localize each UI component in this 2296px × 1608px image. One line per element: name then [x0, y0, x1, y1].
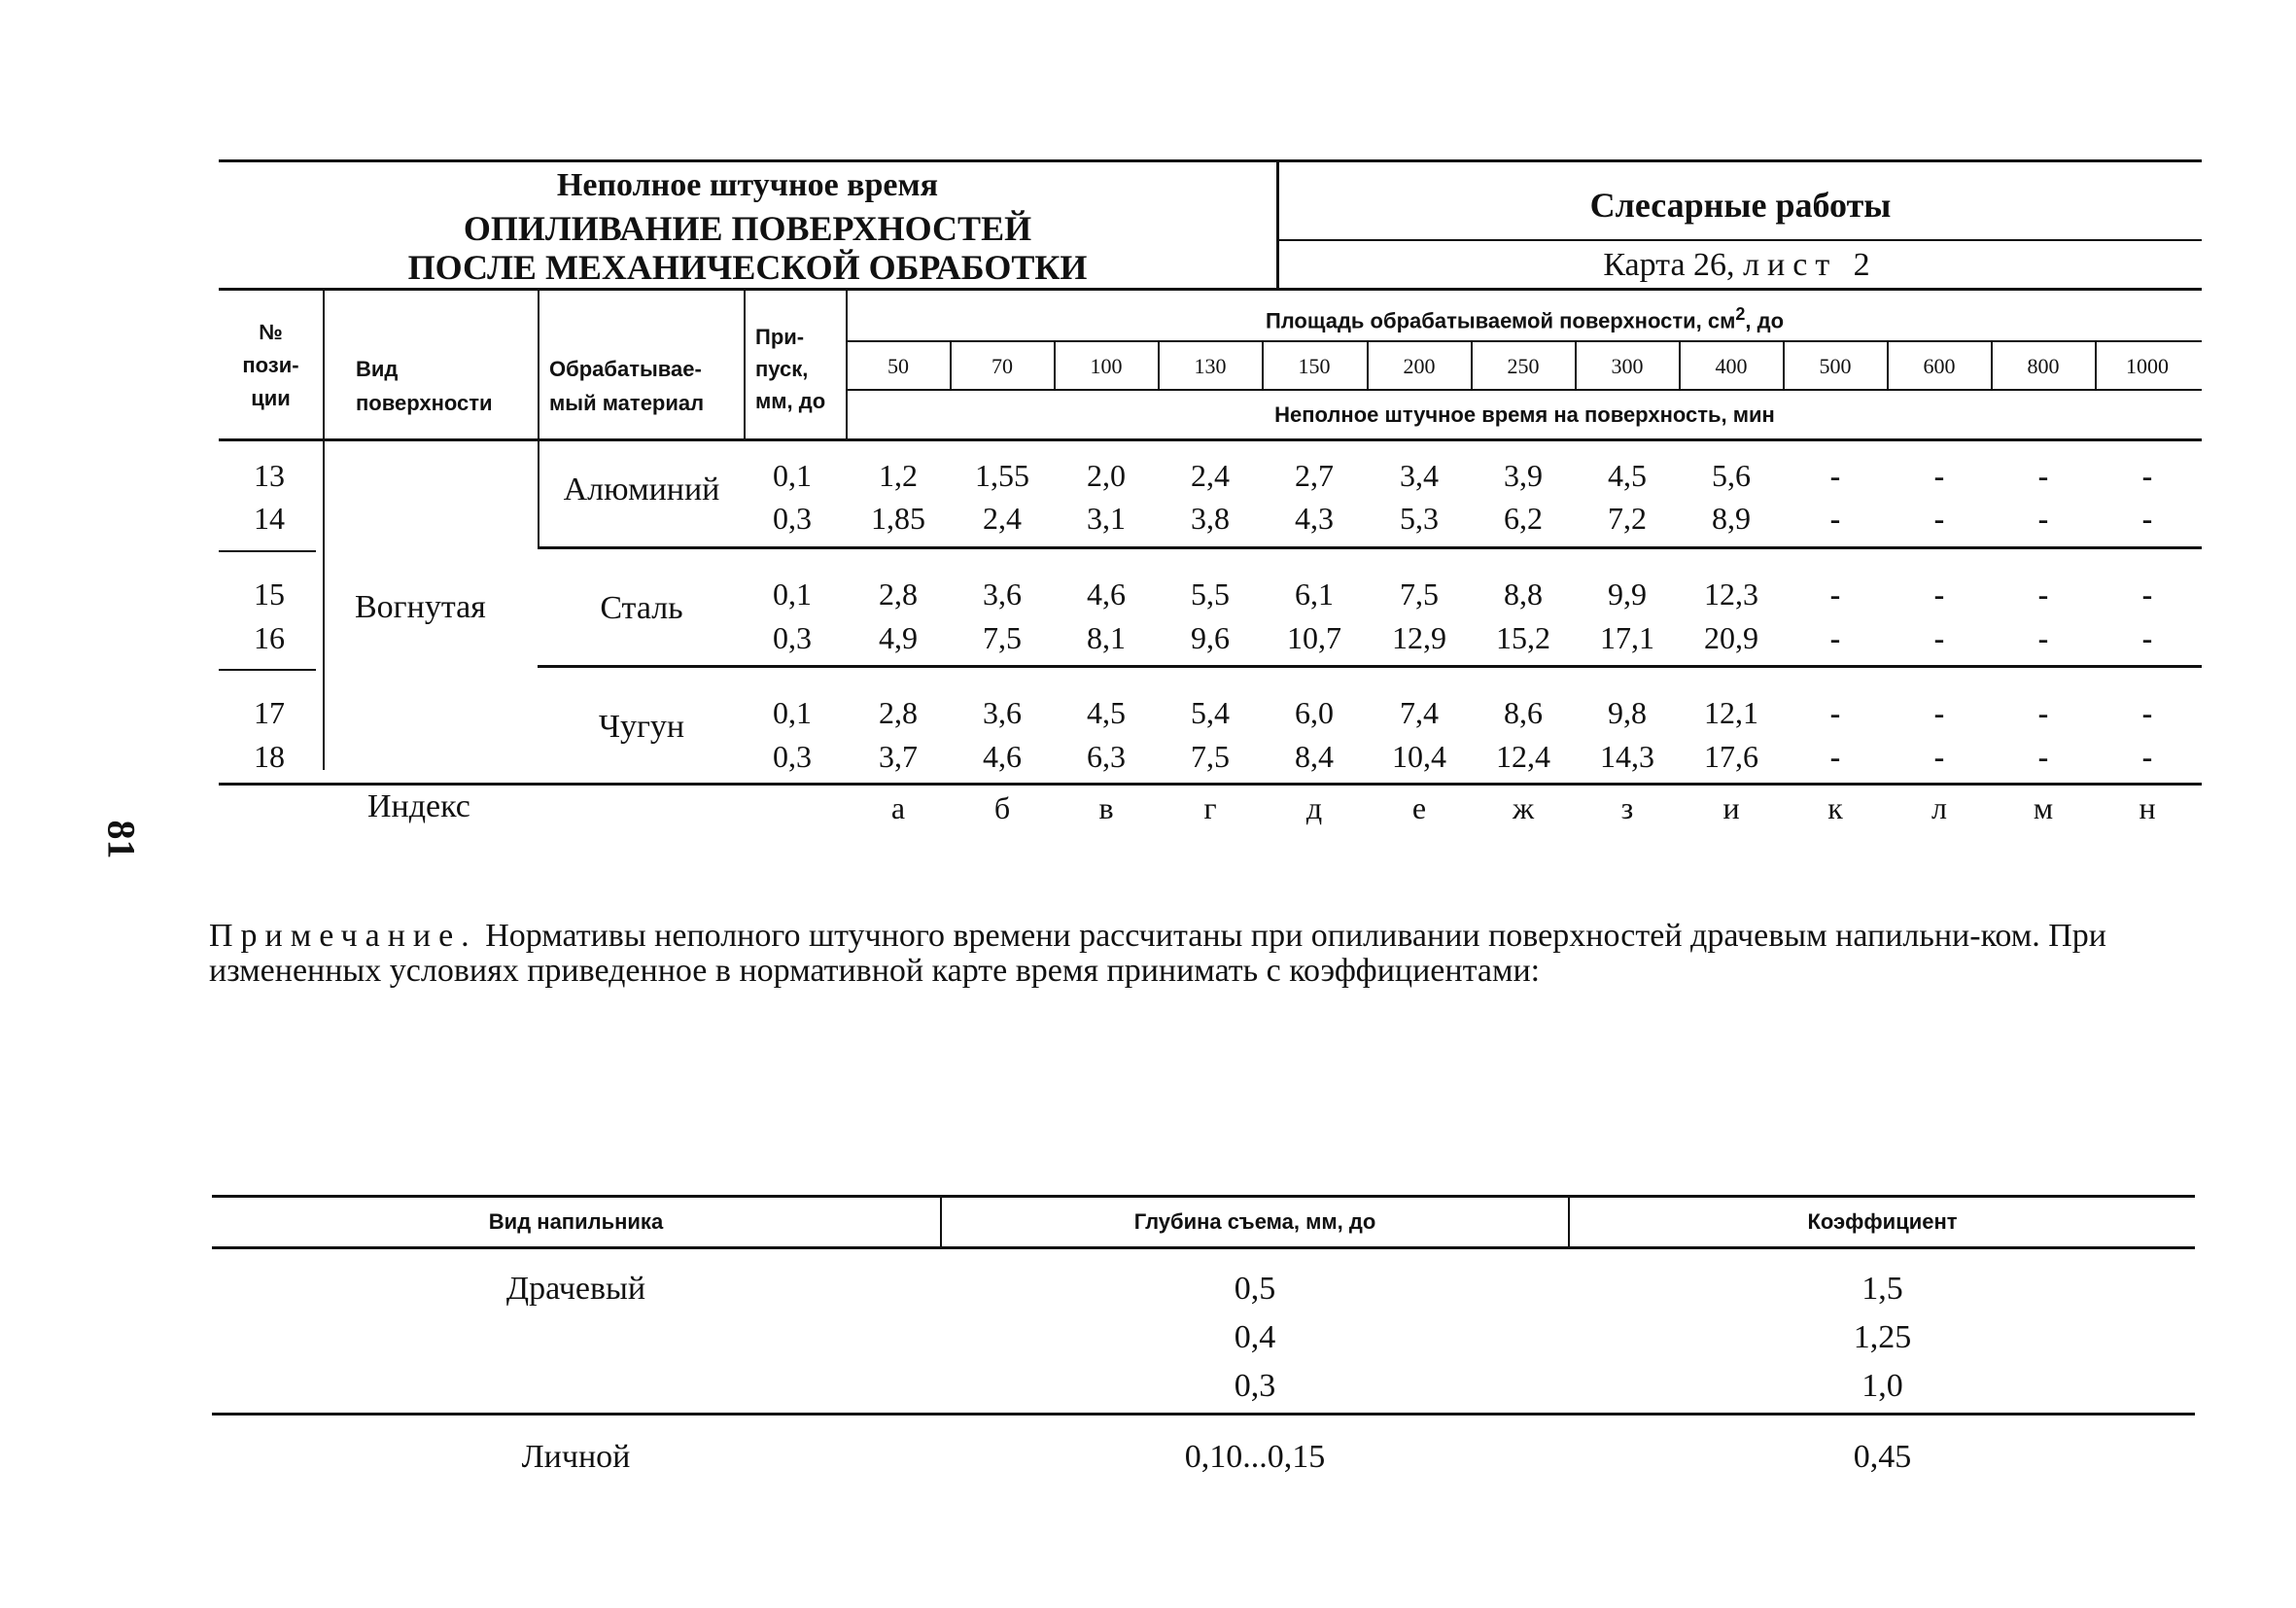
- allowance-cell: 0,1: [773, 458, 812, 493]
- time-value-cell: 15,2: [1496, 620, 1550, 655]
- allowance-cell: 0,1: [773, 577, 812, 612]
- time-value-cell: -: [2037, 620, 2049, 655]
- time-value-cell: 7,5: [1191, 739, 1230, 774]
- time-header: Неполное штучное время на поверхность, мин: [1274, 402, 1775, 427]
- body-vline: [323, 441, 325, 770]
- time-value-cell: 5,3: [1400, 501, 1439, 536]
- time-value-cell: 6,2: [1504, 501, 1543, 536]
- area-value: 200: [1403, 354, 1436, 378]
- index-cell: л: [1931, 790, 1947, 825]
- table-header-bottom-rule: [219, 438, 2202, 441]
- coef-header-depth: Глубина съема, мм, до: [1133, 1209, 1376, 1234]
- area-value: 150: [1298, 354, 1331, 378]
- time-value-cell: 12,4: [1496, 739, 1550, 774]
- area-separator: [1679, 341, 1681, 390]
- coef-value-cell: 0,45: [1853, 1439, 1912, 1475]
- header-title-line1: Неполное штучное время: [556, 167, 939, 203]
- area-separator: [1471, 341, 1473, 390]
- area-value: 600: [1923, 354, 1956, 378]
- time-value-cell: 12,3: [1704, 577, 1758, 612]
- time-value-cell: 17,6: [1704, 739, 1758, 774]
- header-bottom-rule: [219, 288, 2202, 291]
- area-separator: [1367, 341, 1369, 390]
- coef-depth-cell: 0,3: [1234, 1368, 1276, 1404]
- index-cell: д: [1305, 790, 1323, 825]
- col-material-header: Обрабатывае- мый материал: [549, 357, 705, 416]
- time-value-cell: 2,0: [1087, 458, 1126, 493]
- area-separator: [1262, 341, 1264, 390]
- note-label: Примечание.: [209, 918, 477, 954]
- time-value-cell: -: [2037, 577, 2049, 612]
- time-value-cell: 1,85: [871, 501, 925, 536]
- index-cell: к: [1827, 790, 1843, 825]
- area-value: 50: [887, 354, 909, 378]
- group-rule: [538, 546, 2202, 549]
- time-value-cell: 20,9: [1704, 620, 1758, 655]
- header-section: Слесарные работы: [1589, 186, 1892, 225]
- time-value-cell: 3,7: [879, 739, 918, 774]
- area-separator: [950, 341, 952, 390]
- note: [209, 919, 2192, 988]
- time-value-cell: 4,9: [879, 620, 918, 655]
- time-value-cell: 3,9: [1504, 458, 1543, 493]
- col-pos-header: № пози- ции: [242, 320, 299, 411]
- index-cell: е: [1411, 790, 1427, 825]
- time-value-cell: 4,6: [1087, 577, 1126, 612]
- time-value-cell: -: [1829, 577, 1841, 612]
- time-value-cell: 9,8: [1608, 695, 1647, 730]
- time-value-cell: 5,4: [1191, 695, 1230, 730]
- material-cell: Чугун: [598, 709, 685, 745]
- time-value-cell: -: [2141, 620, 2153, 655]
- time-value-cell: 4,5: [1608, 458, 1647, 493]
- coef-depth-cell: 0,5: [1234, 1271, 1276, 1307]
- time-value-cell: -: [1933, 577, 1945, 612]
- time-value-cell: 5,6: [1712, 458, 1751, 493]
- time-value-cell: 3,6: [983, 695, 1022, 730]
- time-value-cell: -: [1829, 739, 1841, 774]
- allowance-cell: 0,3: [773, 739, 812, 774]
- time-value-cell: 2,4: [1191, 458, 1230, 493]
- time-value-cell: 8,8: [1504, 577, 1543, 612]
- col-surface-header: Вид поверхности: [356, 357, 493, 416]
- area-value: 100: [1090, 354, 1123, 378]
- index-cell: г: [1203, 790, 1217, 825]
- col-allowance-header: При- пуск, мм, до: [755, 325, 826, 413]
- index-label: Индекс: [367, 788, 470, 824]
- index-cell: ж: [1512, 790, 1535, 825]
- index-cell: в: [1098, 790, 1114, 825]
- coef-depth-cell: 0,10...0,15: [1184, 1439, 1326, 1475]
- index-cell: н: [2139, 790, 2156, 825]
- time-value-cell: 8,6: [1504, 695, 1543, 730]
- time-value-cell: -: [1933, 695, 1945, 730]
- time-value-cell: -: [2037, 739, 2049, 774]
- table-bottom-rule: [219, 783, 2202, 786]
- coef-group-rule: [212, 1413, 2195, 1416]
- time-value-cell: 8,4: [1295, 739, 1334, 774]
- body-vline: [538, 441, 539, 548]
- time-value-cell: 7,2: [1608, 501, 1647, 536]
- coef-depth-cell: 0,4: [1234, 1319, 1276, 1355]
- index-cell: з: [1620, 790, 1634, 825]
- index-cell: б: [993, 790, 1011, 825]
- time-value-cell: -: [1933, 739, 1945, 774]
- index-cell: а: [890, 790, 906, 825]
- time-value-cell: 1,55: [975, 458, 1029, 493]
- area-value: 70: [991, 354, 1013, 378]
- time-value-cell: -: [2141, 501, 2153, 536]
- time-value-cell: 9,9: [1608, 577, 1647, 612]
- time-value-cell: -: [2141, 458, 2153, 493]
- header-card-number: Карта 26,: [1603, 247, 1735, 283]
- area-unit-superscript: 2: [1735, 304, 1746, 324]
- time-value-cell: 12,9: [1392, 620, 1446, 655]
- header-card: [1279, 247, 2202, 284]
- position-group-rule: [219, 550, 316, 552]
- area-header: Площадь обрабатываемой поверхности, $см^2$, до: [1265, 304, 1785, 333]
- area-separator: [2095, 341, 2097, 390]
- time-value-cell: 17,1: [1600, 620, 1654, 655]
- area-value: 250: [1507, 354, 1540, 378]
- area-value: 800: [2027, 354, 2060, 378]
- index-cell: и: [1722, 790, 1740, 825]
- allowance-cell: 0,1: [773, 695, 812, 730]
- time-value-cell: 8,9: [1712, 501, 1751, 536]
- note-text: Нормативы неполного штучного времени рассчитаны при опиливании поверхностей драчевым напильни-ком. При измененных условиях приведенное в нормативной карте время принимать с коэффициентами:: [209, 918, 2106, 989]
- time-value-cell: -: [1933, 620, 1945, 655]
- time-value-cell: 1,2: [879, 458, 918, 493]
- position-cell: 17: [254, 695, 285, 730]
- time-value-cell: 6,3: [1087, 739, 1126, 774]
- surface-cell: Вогнутая: [355, 589, 486, 625]
- area-separator: [1887, 341, 1889, 390]
- area-value: 130: [1194, 354, 1227, 378]
- area-separator: [1158, 341, 1160, 390]
- position-cell: 18: [254, 739, 285, 774]
- material-cell: Сталь: [600, 590, 683, 626]
- time-value-cell: 14,3: [1600, 739, 1654, 774]
- time-value-cell: 4,5: [1087, 695, 1126, 730]
- time-value-cell: -: [1829, 620, 1841, 655]
- coef-top-rule: [212, 1195, 2195, 1198]
- time-value-cell: 9,6: [1191, 620, 1230, 655]
- area-value: 500: [1819, 354, 1852, 378]
- time-value-cell: -: [1933, 501, 1945, 536]
- time-value-cell: -: [2141, 577, 2153, 612]
- area-separator: [1054, 341, 1056, 390]
- time-value-cell: 5,5: [1191, 577, 1230, 612]
- time-value-cell: 4,6: [983, 739, 1022, 774]
- header-sheet: лист 2: [1743, 247, 1878, 283]
- page-number: 81: [99, 820, 144, 859]
- area-separator: [1783, 341, 1785, 390]
- time-value-cell: 2,7: [1295, 458, 1334, 493]
- time-value-cell: 6,1: [1295, 577, 1334, 612]
- coef-value-cell: 1,5: [1861, 1271, 1903, 1307]
- coef-header-coef: Коэффициент: [1807, 1209, 1958, 1234]
- position-cell: 13: [254, 458, 285, 493]
- position-cell: 16: [254, 620, 285, 655]
- area-rule-bottom: [846, 389, 2202, 391]
- time-value-cell: 3,1: [1087, 501, 1126, 536]
- area-value: 400: [1715, 354, 1748, 378]
- time-value-cell: -: [1829, 458, 1841, 493]
- time-value-cell: 10,7: [1287, 620, 1341, 655]
- header-section-rule: [1279, 239, 2202, 241]
- area-separator: [1991, 341, 1993, 390]
- time-value-cell: 2,4: [983, 501, 1022, 536]
- allowance-cell: 0,3: [773, 620, 812, 655]
- coef-header-file: Вид напильника: [488, 1209, 664, 1234]
- time-value-cell: 3,4: [1400, 458, 1439, 493]
- index-cell: м: [2033, 790, 2054, 825]
- time-value-cell: 2,8: [879, 695, 918, 730]
- allowance-cell: 0,3: [773, 501, 812, 536]
- time-value-cell: 4,3: [1295, 501, 1334, 536]
- time-value-cell: 3,8: [1191, 501, 1230, 536]
- header-title-line3: ПОСЛЕ МЕХАНИЧЕСКОЙ ОБРАБОТКИ: [407, 248, 1088, 287]
- time-value-cell: -: [1933, 458, 1945, 493]
- coef-header-rule: [212, 1246, 2195, 1249]
- time-value-cell: 6,0: [1295, 695, 1334, 730]
- area-value: 1000: [2126, 354, 2169, 378]
- time-value-cell: 3,6: [983, 577, 1022, 612]
- coef-value-cell: 1,0: [1861, 1368, 1903, 1404]
- header-top-rule: [219, 159, 2202, 162]
- area-value: 300: [1611, 354, 1644, 378]
- time-value-cell: 2,8: [879, 577, 918, 612]
- time-value-cell: 10,4: [1392, 739, 1446, 774]
- coef-file-cell: Личной: [521, 1439, 631, 1475]
- time-value-cell: 7,5: [1400, 577, 1439, 612]
- time-value-cell: -: [2141, 695, 2153, 730]
- coef-file-cell: Драчевый: [505, 1271, 646, 1307]
- position-cell: 14: [254, 501, 285, 536]
- area-rule-top: [846, 340, 2202, 342]
- time-value-cell: 12,1: [1704, 695, 1758, 730]
- time-value-cell: -: [2037, 458, 2049, 493]
- time-value-cell: 8,1: [1087, 620, 1126, 655]
- time-value-cell: -: [1829, 501, 1841, 536]
- area-separator: [1575, 341, 1577, 390]
- position-cell: 15: [254, 577, 285, 612]
- time-value-cell: -: [2037, 695, 2049, 730]
- time-value-cell: -: [1829, 695, 1841, 730]
- time-value-cell: 7,4: [1400, 695, 1439, 730]
- header-title-line2: ОПИЛИВАНИЕ ПОВЕРХНОСТЕЙ: [463, 209, 1032, 248]
- position-group-rule: [219, 669, 316, 671]
- material-cell: Алюминий: [563, 472, 720, 507]
- time-value-cell: -: [2141, 739, 2153, 774]
- group-rule: [538, 665, 2202, 668]
- time-value-cell: 7,5: [983, 620, 1022, 655]
- coef-value-cell: 1,25: [1853, 1319, 1912, 1355]
- time-value-cell: -: [2037, 501, 2049, 536]
